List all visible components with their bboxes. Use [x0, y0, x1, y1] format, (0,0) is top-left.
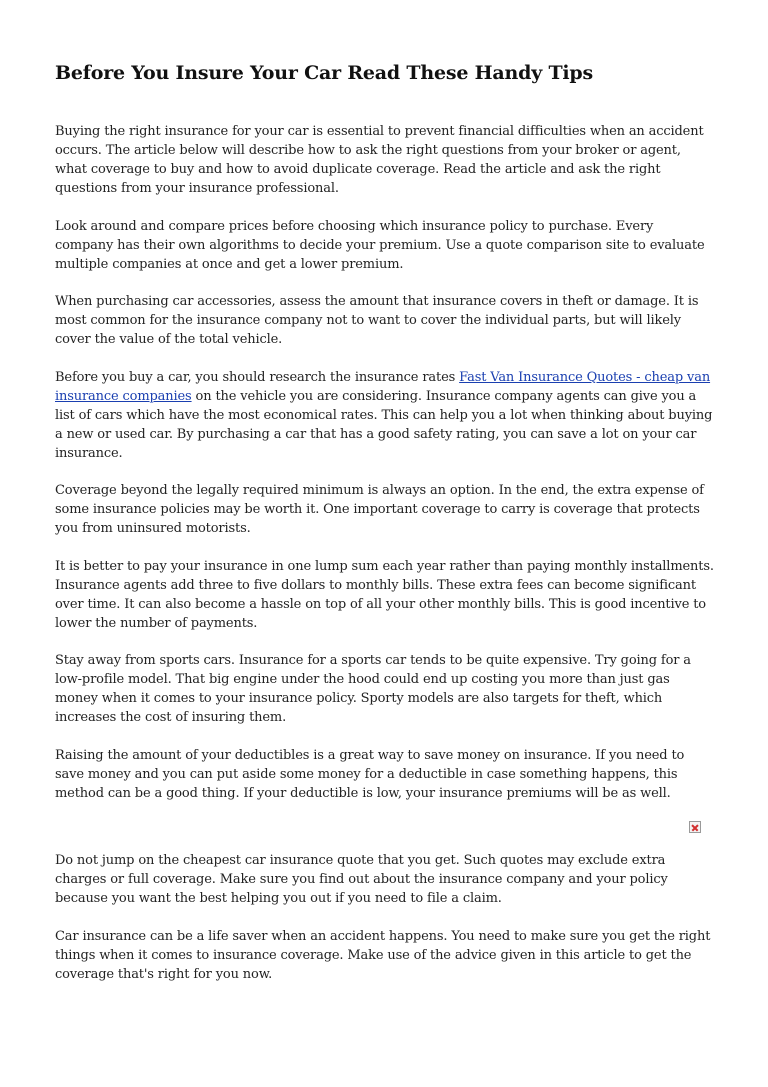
paragraph-accessories: When purchasing car accessories, assess the amount that insurance covers in theft or damage. It is most common for the insurance company not to want to cover the individual parts, but will likely cover the value of the total vehicle.: [55, 294, 699, 347]
paragraph-conclusion: Car insurance can be a life saver when an accident happens. You need to make sure you get the right things when it comes to insurance coverage. Make use of the advice given in this article to get the coverage that's right for you now.: [55, 928, 711, 982]
broken-image-icon: [689, 821, 701, 833]
paragraph-sports-cars: Stay away from sports cars. Insurance for a sports car tends to be quite expensive. Try going for a low-profile model. That big engine under the hood could end up costing you more than just gas money when it comes to your insurance policy. Sporty models are also targets for theft, which increases the cost of insuring them.: [55, 653, 691, 725]
paragraph-coverage: Coverage beyond the legally required minimum is always an option. In the end, the extra expense of some insurance policies may be worth it. One important coverage to carry is coverage that protects you from uninsured motorists.: [55, 483, 704, 536]
page-title: Before You Insure Your Car Read These Handy Tips: [55, 62, 594, 84]
paragraph-research-rates: [55, 368, 715, 463]
paragraph-deductibles: Raising the amount of your deductibles is a great way to save money on insurance. If you need to save money and you can put aside some money for a deductible in case something happens, this method can be a good thing. If your deductible is low, your insurance premiums will be as well.: [55, 747, 685, 801]
paragraph-cheapest-quote: Do not jump on the cheapest car insurance quote that you get. Such quotes may exclude extra charges or full coverage. Make sure you find out about the insurance company and your policy because you want the best helping you out if you need to file a claim.: [55, 853, 668, 906]
article-body: [55, 122, 715, 1002]
paragraph-research-rates-start: Before you buy a car, you should research the insurance rates: [55, 369, 460, 385]
paragraph-intro: Buying the right insurance for your car is essential to prevent financial difficulties when an accident occurs. The article below will describe how to ask the right questions from your broker or agent, what coverage to buy and how to avoid duplicate coverage. Read the article and ask the right questions from your insurance professional.: [55, 124, 704, 196]
paragraph-compare-prices: Look around and compare prices before choosing which insurance policy to purchase. Every company has their own algorithms to decide your premium. Use a quote comparison site to evaluate multiple companies at once and get a lower premium.: [55, 218, 705, 272]
paragraph-lump-sum: It is better to pay your insurance in one lump sum each year rather than paying monthly installments. Insurance agents add three to five dollars to monthly bills. These extra fees can become significant over time. It can also become a hassle on top of all your other monthly bills. This is good incentive to lower the number of payments.: [55, 558, 714, 631]
paragraph-research-rates-end: on the vehicle you are considering. Insurance company agents can give you a list of cars which have the most economical rates. This can help you a lot when thinking about buying a new or used car. By purchasing a car that has a good safety rating, you can save a lot on your car insurance.: [55, 388, 713, 461]
van-insurance-link[interactable]: Fast Van Insurance Quotes - cheap van insurance companies: [55, 369, 711, 404]
